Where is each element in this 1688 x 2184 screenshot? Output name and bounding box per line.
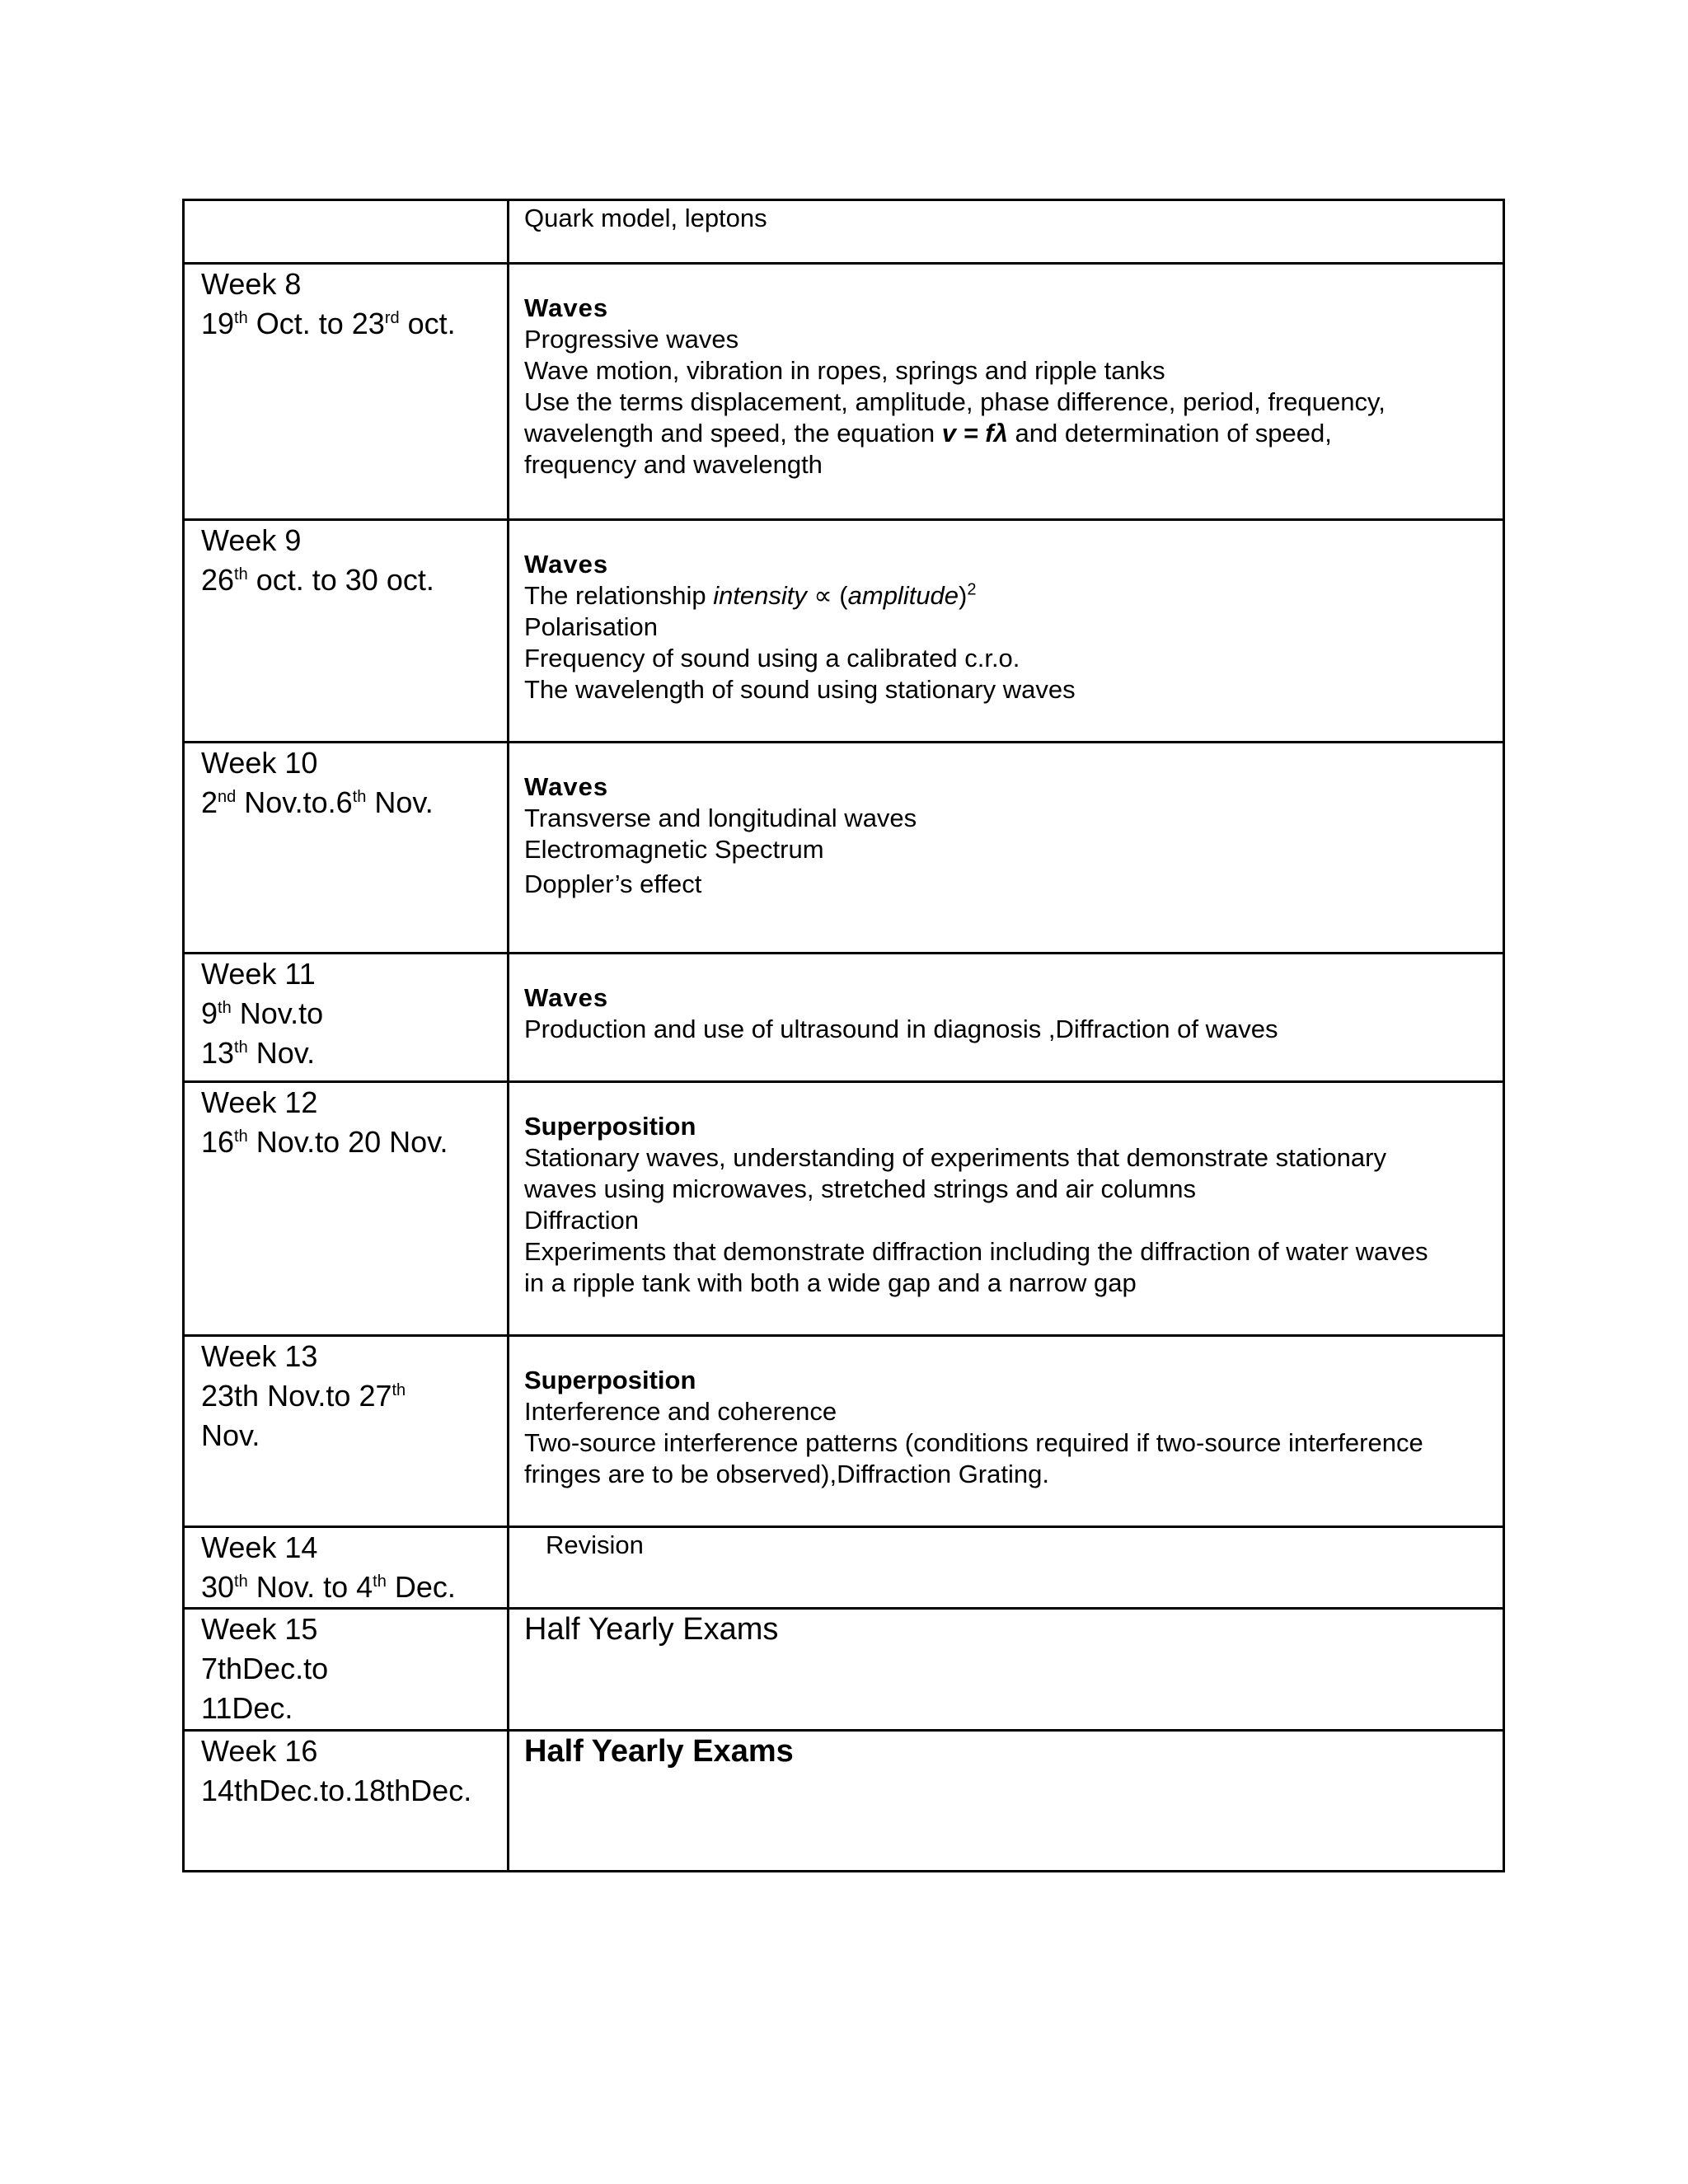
week-cell (184, 520, 509, 743)
topic-title: Waves (524, 983, 609, 1012)
content-line: fringes are to be observed),Diffraction Grating. (524, 1460, 1049, 1488)
wave-equation: v = fλ (941, 419, 1008, 448)
exam-label: Half Yearly Exams (524, 1612, 779, 1647)
content-cell (509, 520, 1504, 743)
topic-title: Waves (524, 772, 609, 801)
content-cell (509, 743, 1504, 954)
table-row (184, 520, 1504, 743)
week-label: Week 9 (201, 523, 302, 557)
content-line: Polarisation (524, 612, 658, 641)
week-cell (184, 1527, 509, 1609)
topic-title: Waves (524, 293, 609, 322)
relationship-line: The relationship intensity ∝ (amplitude)$^2$ (524, 580, 977, 610)
topic-title: Waves (524, 550, 609, 579)
week-cell (184, 1082, 509, 1336)
content-line: Interference and coherence (524, 1397, 837, 1426)
week-label: Week 12 (201, 1085, 318, 1119)
week-label: Week 16 (201, 1734, 318, 1768)
content-line: Wave motion, vibration in ropes, springs and ripple tanks (524, 356, 1165, 385)
table-row (184, 1527, 1504, 1609)
table-row (184, 1082, 1504, 1336)
content-line: Quark model, leptons (524, 204, 767, 232)
content-line: Experiments that demonstrate diffraction including the diffraction of water waves (524, 1237, 1428, 1266)
week-dates: 7thDec.to (201, 1652, 329, 1685)
topic-title: Superposition (524, 1366, 696, 1394)
week-cell (184, 1609, 509, 1731)
week-label: Week 11 (201, 957, 316, 991)
week-cell (184, 954, 509, 1082)
week-dates: 30th Nov. to 4th Dec. (201, 1570, 456, 1604)
table-row (184, 1731, 1504, 1872)
content-line: Frequency of sound using a calibrated c.r.o. (524, 644, 1020, 673)
week-dates: 19th Oct. to 23rd oct. (201, 307, 456, 340)
week-dates: 14thDec.to.18thDec. (201, 1774, 472, 1807)
content-line: in a ripple tank with both a wide gap and a narrow gap (524, 1268, 1137, 1297)
week-dates: 13th Nov. (201, 1036, 316, 1070)
content-line: Production and use of ultrasound in diagnosis ,Diffraction of waves (524, 1015, 1278, 1043)
week-dates: 23th Nov.to 27th (201, 1379, 406, 1413)
content-line: Two-source interference patterns (conditions required if two-source interference (524, 1428, 1423, 1457)
table-row (184, 200, 1504, 264)
content-cell (509, 1527, 1504, 1609)
equation-line: wavelength and speed, the equation v = fλ and determination of speed, (524, 419, 1332, 448)
lesson-plan-table (182, 199, 1505, 1872)
week-label: Week 15 (201, 1612, 318, 1646)
table-row (184, 264, 1504, 520)
week-label: Week 13 (201, 1339, 318, 1373)
week-label: Week 10 (201, 746, 318, 780)
content-line: The wavelength of sound using stationary waves (524, 675, 1076, 704)
content-cell (509, 264, 1504, 520)
week-cell (184, 200, 509, 264)
content-cell (509, 200, 1504, 264)
content-cell (509, 1731, 1504, 1872)
content-line: Doppler’s effect (524, 869, 702, 898)
content-line: Diffraction (524, 1206, 639, 1235)
content-line: Electromagnetic Spectrum (524, 835, 824, 864)
content-cell (509, 954, 1504, 1082)
week-dates: 16th Nov.to 20 Nov. (201, 1125, 448, 1159)
week-dates: 2nd Nov.to.6th Nov. (201, 785, 434, 819)
week-dates: 26th oct. to 30 oct. (201, 563, 434, 597)
week-cell (184, 743, 509, 954)
table-row (184, 1336, 1504, 1527)
revision-label: Revision (546, 1530, 644, 1559)
content-line: Progressive waves (524, 325, 739, 354)
content-cell (509, 1082, 1504, 1336)
table-row (184, 743, 1504, 954)
content-line: waves using microwaves, stretched strings and air columns (524, 1174, 1196, 1203)
content-line: frequency and wavelength (524, 450, 823, 479)
table-row (184, 1609, 1504, 1731)
content-line: Use the terms displacement, amplitude, phase difference, period, frequency, (524, 387, 1386, 416)
table-row (184, 954, 1504, 1082)
week-label: Week 8 (201, 267, 302, 301)
content-line: Stationary waves, understanding of experiments that demonstrate stationary (524, 1143, 1386, 1172)
week-dates: Nov. (201, 1418, 260, 1452)
week-dates: 9th Nov.to (201, 996, 324, 1030)
topic-title: Superposition (524, 1112, 696, 1141)
content-line: Transverse and longitudinal waves (524, 804, 917, 832)
exam-label-bold: Half Yearly Exams (524, 1734, 794, 1769)
week-label: Week 14 (201, 1530, 318, 1564)
content-cell (509, 1336, 1504, 1527)
content-cell (509, 1609, 1504, 1731)
week-cell (184, 1336, 509, 1527)
week-cell (184, 264, 509, 520)
week-dates: 11Dec. (201, 1691, 293, 1725)
week-cell (184, 1731, 509, 1872)
